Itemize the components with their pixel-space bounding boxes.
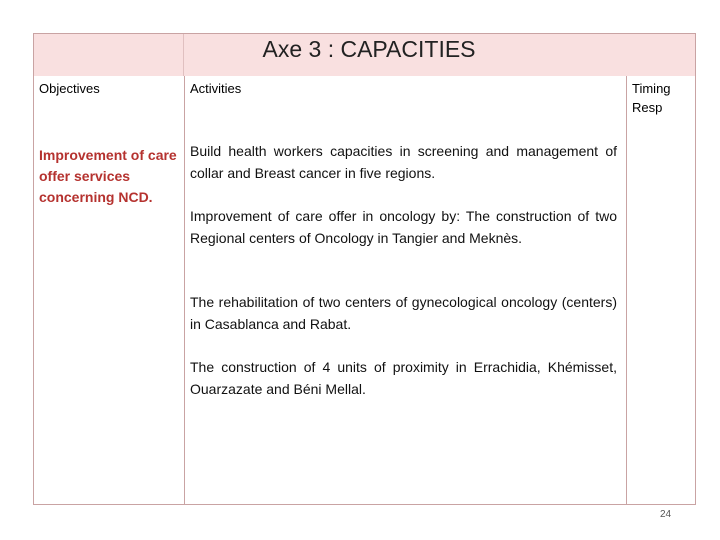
objective-text: Improvement of care offer services concerning NCD. [39, 147, 177, 205]
activity-3: The rehabilitation of two centers of gynecological oncology (centers) in Casablanca and Rabat. [190, 294, 617, 332]
slide-title: Axe 3 : CAPACITIES [262, 36, 476, 62]
header-timing: Timing [632, 81, 671, 96]
header-objectives: Objectives [39, 81, 100, 96]
activity-2: Improvement of care offer in oncology by: The construction of two Regional centers of Oncology in Tangier and Meknès. [190, 208, 617, 246]
column-divider-1 [184, 76, 185, 505]
activity-1: Build health workers capacities in screening and management of collar and Breast cancer in five regions. [190, 143, 617, 181]
table-frame [33, 33, 696, 505]
header-resp: Resp [632, 100, 663, 115]
column-divider-2 [626, 76, 627, 505]
header-activities: Activities [190, 81, 242, 96]
activity-4: The construction of 4 units of proximity in Errachidia, Khémisset, Ouarzazate and Béni Mellal. [190, 359, 617, 397]
page-number: 24 [660, 509, 672, 520]
